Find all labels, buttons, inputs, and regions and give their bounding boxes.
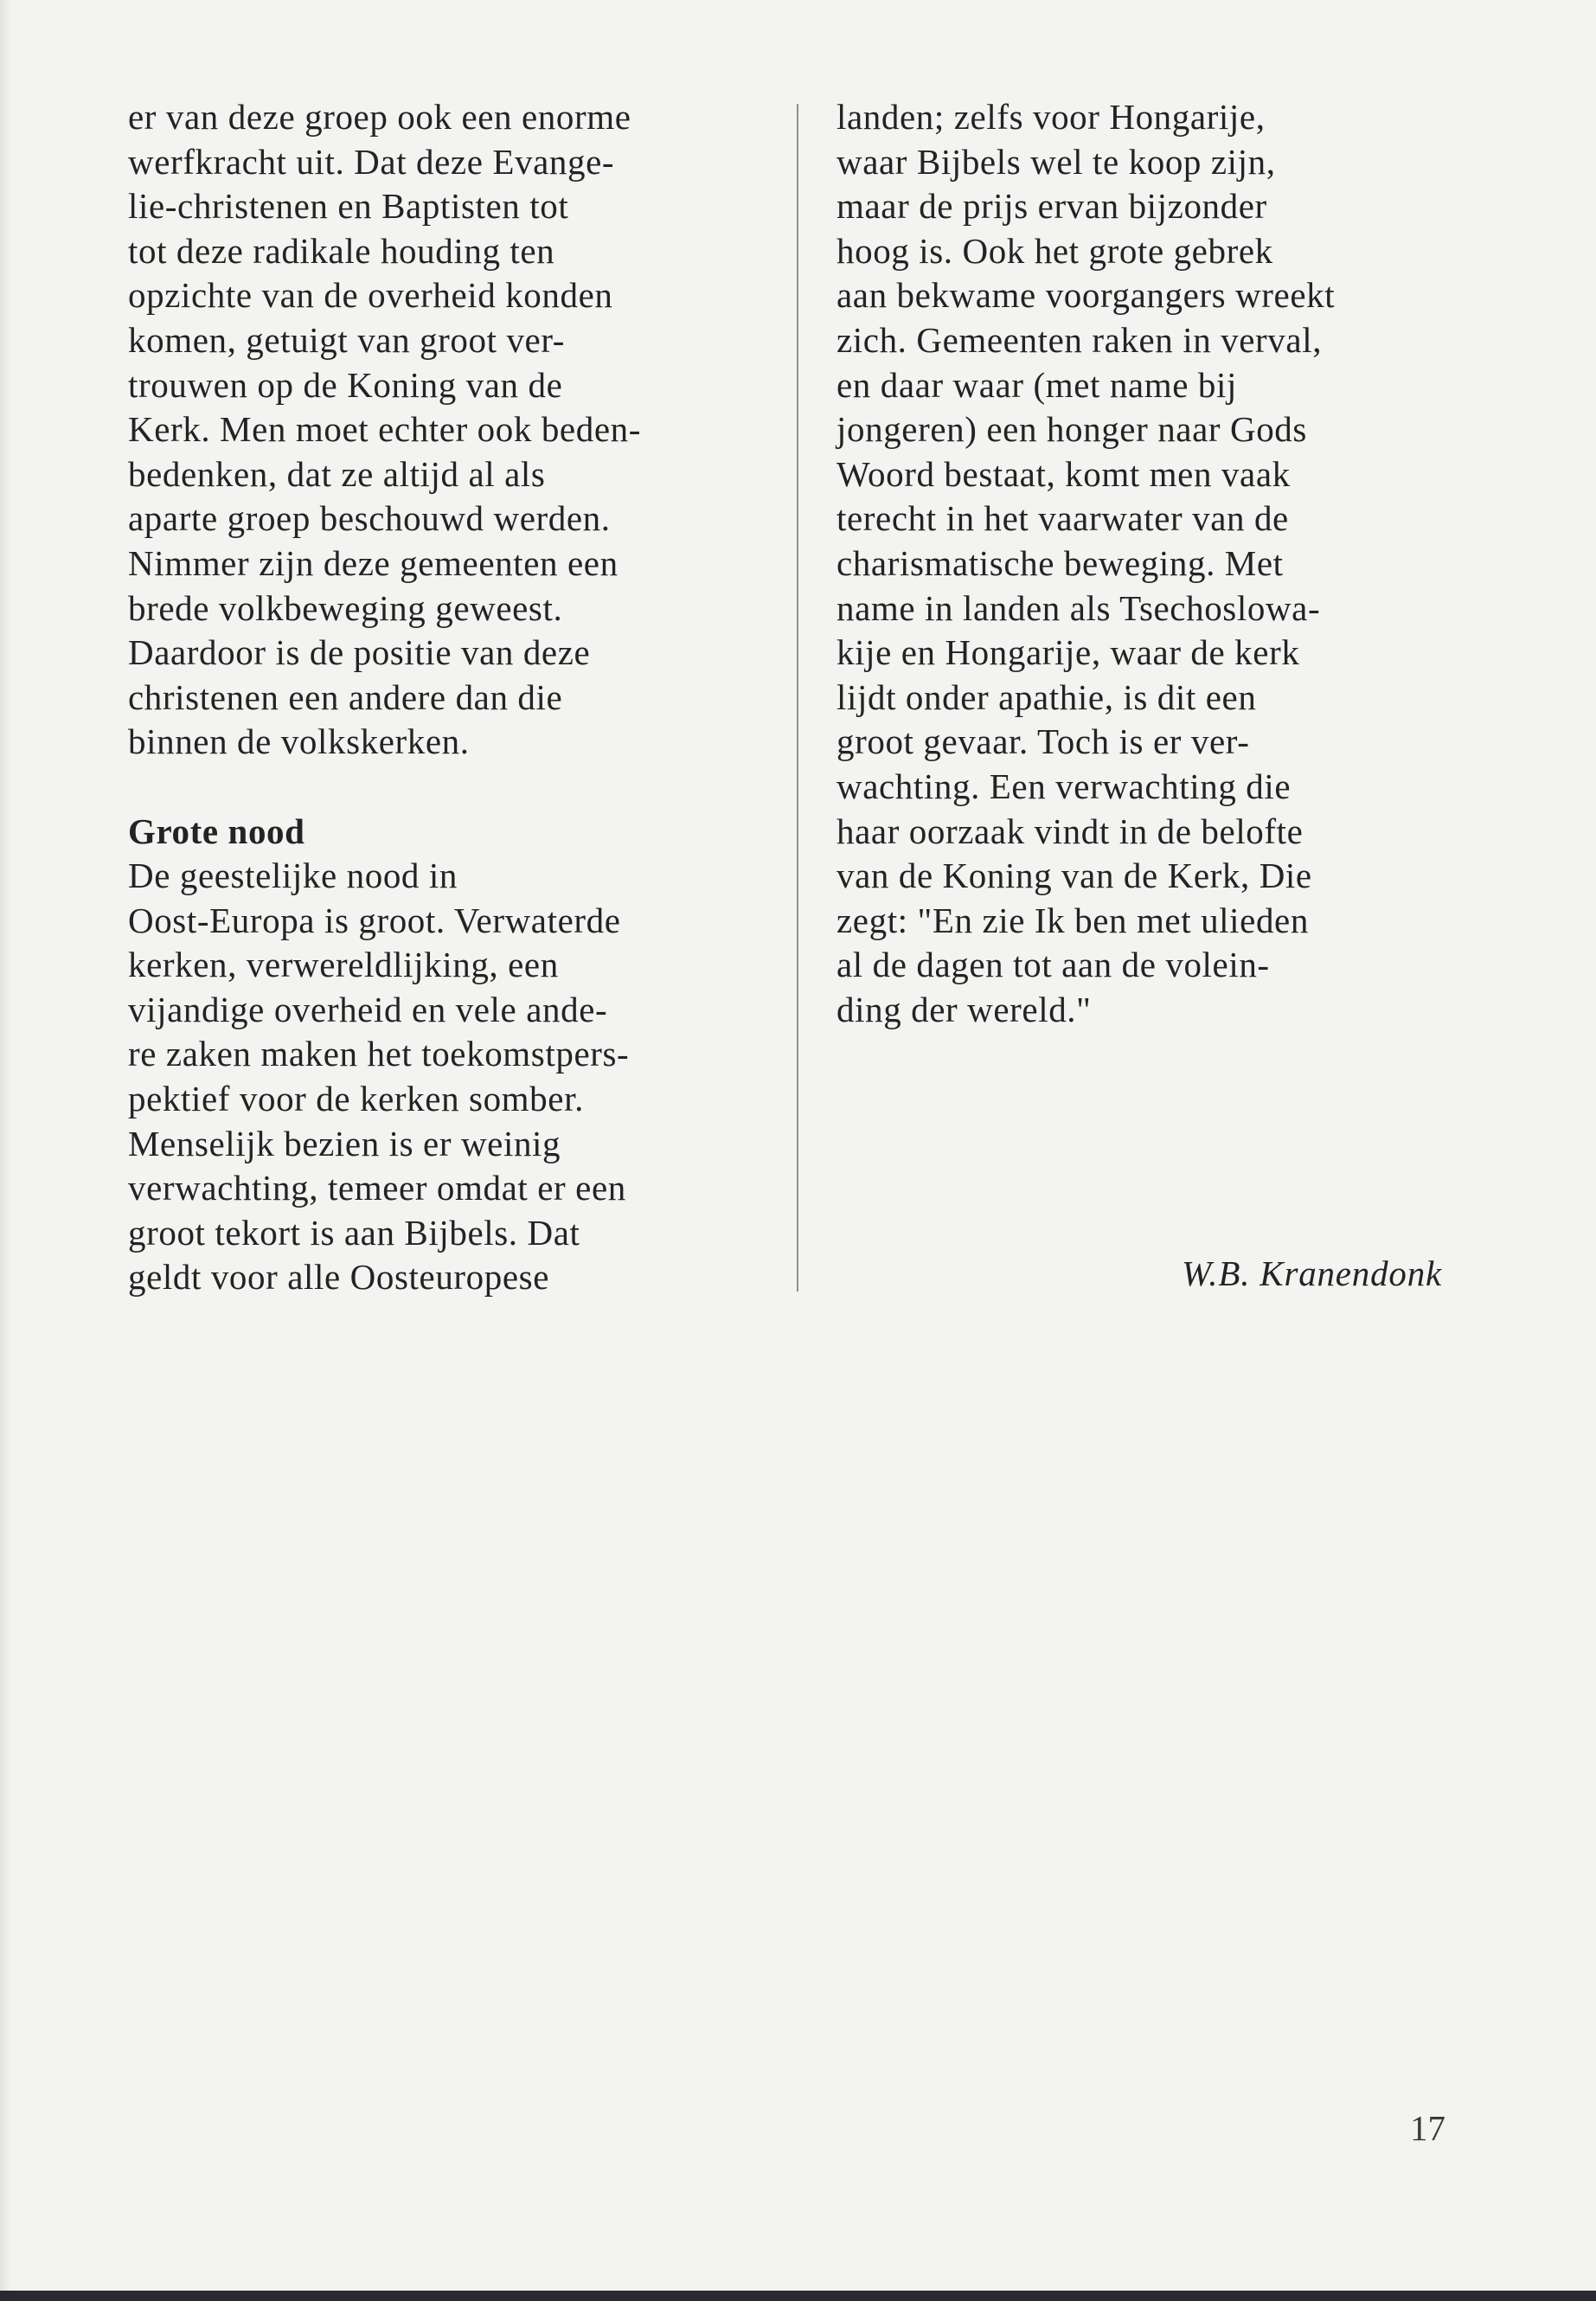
text-line: Daardoor is de positie van deze [128,632,591,673]
text-line: Menselijk bezien is er weinig [128,1123,561,1163]
text-line: binnen de volkskerken. [128,721,470,762]
text-line: aan bekwame voorgangers wreekt [836,275,1336,316]
text-line: lijdt onder apathie, is dit een [836,676,1257,717]
text-line: re zaken maken het toekomstpers- [128,1034,630,1074]
text-line: christenen een andere dan die [128,676,563,717]
paragraph-1 [128,95,768,765]
text-line: maar de prijs ervan bijzonder [836,186,1267,227]
text-line: aparte groep beschouwd werden. [128,498,611,539]
right-column [836,95,1459,1032]
text-line: komen, getuigt van groot ver- [128,319,566,360]
text-line: al de dagen tot aan de volein- [836,945,1270,985]
text-line: zich. Gemeenten raken in verval, [836,319,1323,360]
text-line: kije en Hongarije, waar de kerk [836,632,1300,673]
text-line: landen; zelfs voor Hongarije, [836,97,1266,137]
text-line: De geestelijke nood in [128,856,458,896]
text-line: jongeren) een honger naar Gods [836,409,1307,450]
page-number: 17 [1410,2108,1445,2148]
text-line: er van deze groep ook een enorme [128,97,631,137]
section-heading: Grote nood [128,811,305,851]
paragraph-gap [128,765,768,810]
text-line: Nimmer zijn deze gemeenten een [128,542,619,583]
left-column [128,95,768,1300]
text-line: geldt voor alle Oosteuropese [128,1257,550,1298]
text-line: zegt: "En zie Ik ben met ulieden [836,900,1309,940]
text-line: ding der wereld." [836,989,1092,1029]
page-edge [0,0,10,2301]
text-line: wachting. Een verwachting die [836,766,1292,806]
text-line: name in landen als Tsechoslowa- [836,587,1321,628]
text-line: van de Koning van de Kerk, Die [836,856,1312,896]
paragraph-2 [128,854,768,1300]
text-line: charismatische beweging. Met [836,542,1284,583]
text-line: pektief voor de kerken somber. [128,1079,584,1119]
text-line: bedenken, dat ze altijd al als [128,453,546,494]
text-line: kerken, verwereldlijking, een [128,945,559,985]
text-line: en daar waar (met name bij [836,364,1237,405]
text-line: Woord bestaat, komt men vaak [836,453,1291,494]
text-line: groot gevaar. Toch is er ver- [836,721,1250,762]
text-line: hoog is. Ook het grote gebrek [836,230,1273,271]
text-line: Oost-Europa is groot. Verwaterde [128,900,621,940]
scan-bottom-edge [0,2291,1596,2301]
text-line: tot deze radikale houding ten [128,230,555,271]
text-line: trouwen op de Koning van de [128,364,563,405]
text-line: haar oorzaak vindt in de belofte [836,811,1304,851]
text-line: Kerk. Men moet echter ook beden- [128,409,641,450]
text-line: verwachting, temeer omdat er een [128,1168,626,1208]
text-line: groot tekort is aan Bijbels. Dat [128,1212,580,1253]
text-line: opzichte van de overheid konden [128,275,613,316]
text-line: werfkracht uit. Dat deze Evange- [128,141,615,182]
column-divider [797,104,798,1292]
text-line: terecht in het vaarwater van de [836,498,1289,539]
text-line: brede volkbeweging geweest. [128,587,563,628]
text-line: waar Bijbels wel te koop zijn, [836,141,1276,182]
text-line: lie-christenen en Baptisten tot [128,186,569,227]
text-line: vijandige overheid en vele ande- [128,989,608,1029]
author-signature: W.B. Kranendonk [1182,1253,1442,1293]
